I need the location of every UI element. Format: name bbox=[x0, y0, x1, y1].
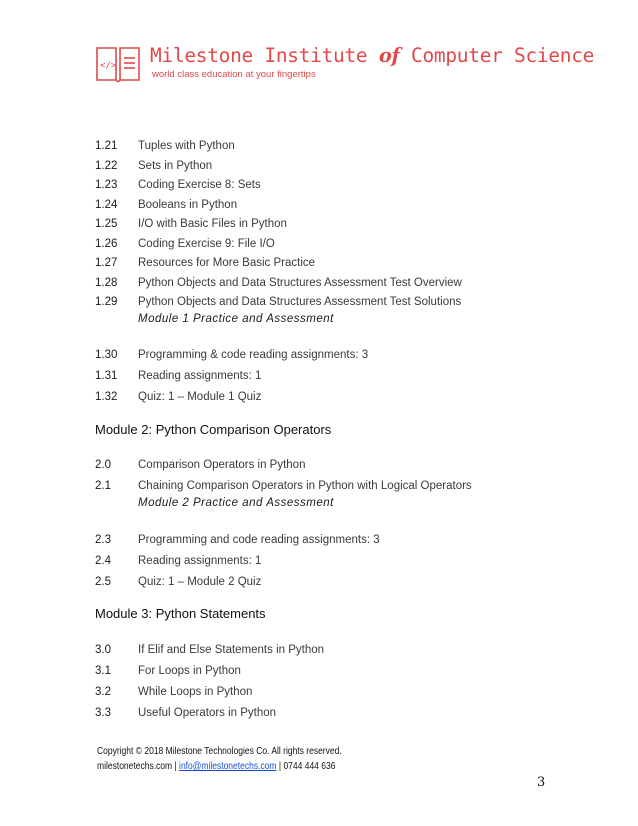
module2-heading: Module 2: Python Comparison Operators bbox=[95, 422, 332, 437]
item-number: 1.23 bbox=[95, 179, 118, 191]
item-title: Useful Operators in Python bbox=[138, 707, 277, 719]
module1-practice-heading: Module 1 Practice and Assessment bbox=[138, 313, 334, 325]
item-title: Coding Exercise 9: File I/O bbox=[138, 238, 275, 250]
item-title: Chaining Comparison Operators in Python with Logical Operators bbox=[138, 480, 472, 492]
item-number: 1.22 bbox=[95, 160, 118, 172]
item-number: 2.5 bbox=[95, 576, 111, 588]
page-number: 3 bbox=[537, 775, 546, 790]
module3-heading: Module 3: Python Statements bbox=[95, 606, 266, 621]
phone-text: 0744 444 636 bbox=[283, 761, 336, 772]
item-title: Tuples with Python bbox=[138, 140, 235, 152]
page-footer bbox=[97, 744, 385, 774]
item-number: 2.1 bbox=[95, 480, 111, 492]
email-link[interactable]: info@milestonetechs.com bbox=[179, 761, 277, 772]
item-title: Sets in Python bbox=[138, 160, 213, 172]
item-number: 1.21 bbox=[95, 140, 118, 152]
item-title: Reading assignments: 1 bbox=[138, 370, 262, 382]
item-title: If Elif and Else Statements in Python bbox=[138, 644, 325, 656]
item-number: 1.27 bbox=[95, 257, 118, 269]
item-number: 2.3 bbox=[95, 534, 111, 546]
copyright-text: Copyright © 2018 Milestone Technologies Co. All rights reserved. bbox=[97, 746, 342, 757]
item-title: Programming and code reading assignments: 3 bbox=[138, 534, 380, 546]
item-number: 1.26 bbox=[95, 238, 118, 250]
item-title: Reading assignments: 1 bbox=[138, 555, 262, 567]
item-number: 3.0 bbox=[95, 644, 111, 656]
item-title: Python Objects and Data Structures Assessment Test Solutions bbox=[138, 296, 462, 308]
item-number: 3.3 bbox=[95, 707, 111, 719]
item-number: 1.32 bbox=[95, 391, 118, 403]
open-book-code-icon bbox=[95, 44, 141, 84]
item-title: I/O with Basic Files in Python bbox=[138, 218, 287, 230]
item-number: 1.25 bbox=[95, 218, 118, 230]
site-text: milestonetechs.com bbox=[97, 761, 173, 772]
contact-line: milestonetechs.com | info@milestonetechs.com | 0744 444 636 bbox=[97, 761, 336, 772]
item-number: 1.30 bbox=[95, 349, 118, 361]
item-title: Comparison Operators in Python bbox=[138, 459, 306, 471]
item-number: 3.2 bbox=[95, 686, 111, 698]
item-title: Coding Exercise 8: Sets bbox=[138, 179, 261, 191]
item-number: 1.31 bbox=[95, 370, 118, 382]
item-number: 3.1 bbox=[95, 665, 111, 677]
item-number: 1.24 bbox=[95, 199, 118, 211]
svg-text:</>: </> bbox=[100, 61, 117, 71]
item-title: Booleans in Python bbox=[138, 199, 238, 211]
item-title: Programming & code reading assignments: 3 bbox=[138, 349, 369, 361]
item-title: Python Objects and Data Structures Assessment Test Overview bbox=[138, 277, 462, 289]
brand-tagline: world class education at your fingertips bbox=[152, 69, 316, 80]
module2-practice-heading: Module 2 Practice and Assessment bbox=[138, 497, 334, 509]
brand-title: Milestone Institute of Computer Science bbox=[150, 44, 595, 67]
item-title: While Loops in Python bbox=[138, 686, 253, 698]
item-title: Quiz: 1 – Module 1 Quiz bbox=[138, 391, 262, 403]
item-number: 1.29 bbox=[95, 296, 118, 308]
item-number: 2.4 bbox=[95, 555, 111, 567]
item-title: Resources for More Basic Practice bbox=[138, 257, 316, 269]
item-title: Quiz: 1 – Module 2 Quiz bbox=[138, 576, 262, 588]
item-title: For Loops in Python bbox=[138, 665, 241, 677]
item-number: 2.0 bbox=[95, 459, 111, 471]
item-number: 1.28 bbox=[95, 277, 118, 289]
